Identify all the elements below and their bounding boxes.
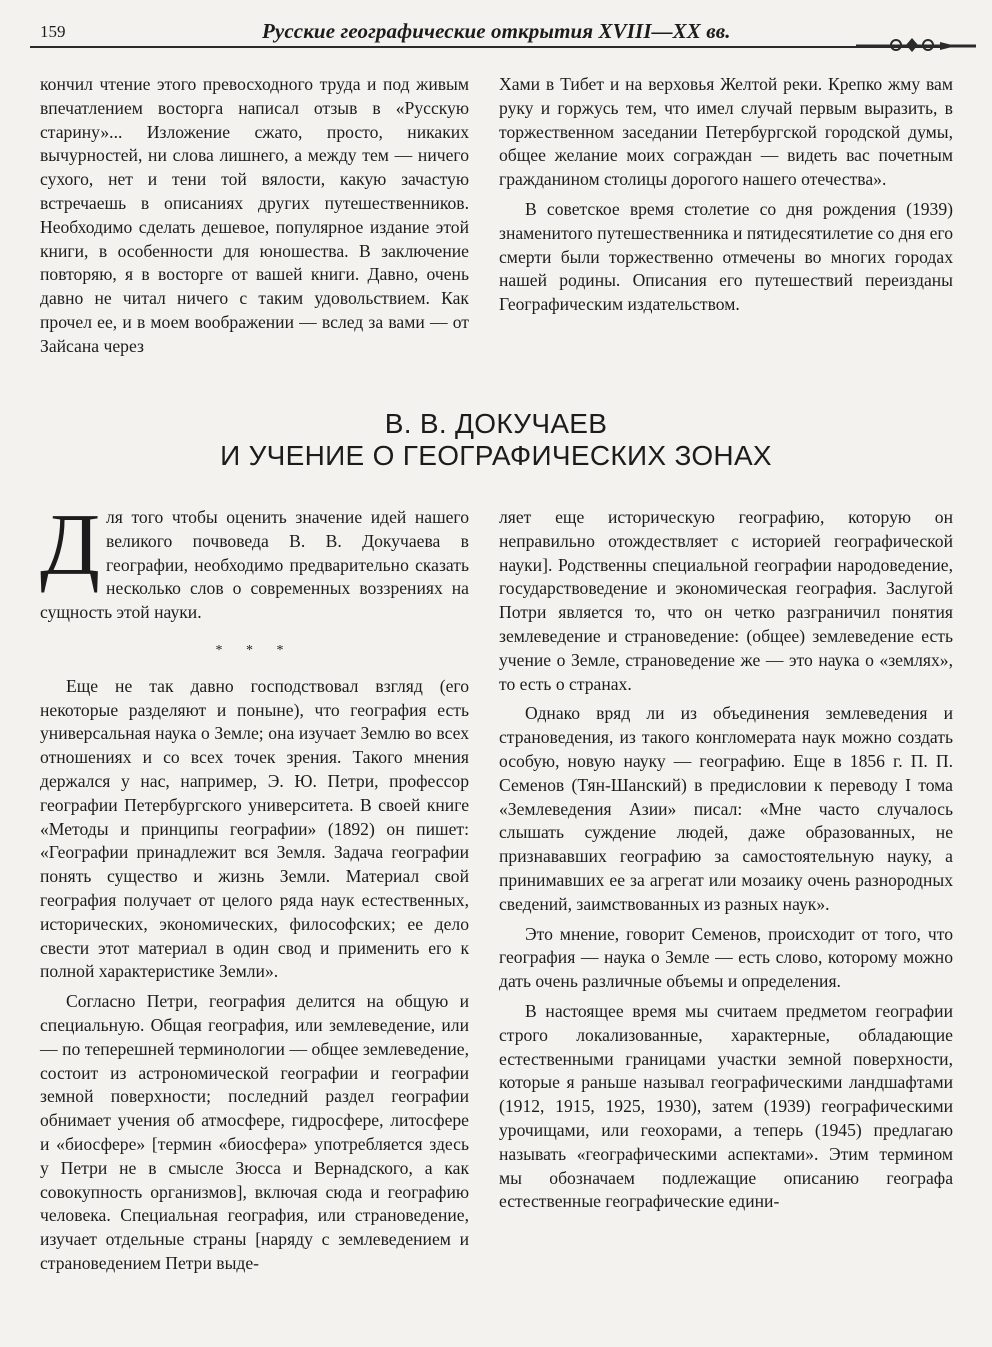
paragraph: В советское время столетие со дня рождения (1939) знаменитого путешественника и пятидесятилетие со дня его смерти были торжественно отмечены во многих городах нашей родины. Описания его путешествий переизданы Географическим издательством. [499, 198, 953, 315]
intro-text: ля того чтобы оценить значение идей нашего великого почвоведа В. В. Докучаева в географии, необходимо предварительно сказать несколько слов о современных воззрениях на сущность этой науки. [40, 507, 469, 623]
drop-cap: Д [40, 497, 101, 594]
ornament-icon [856, 34, 976, 56]
running-header [30, 18, 962, 50]
top-left-column [40, 73, 469, 359]
paragraph: Это мнение, говорит Семенов, происходит от того, что география — наука о Земле — есть слово, которому можно дать очень различные объемы и определения. [499, 923, 953, 992]
running-title: Русские географические открытия XVIII—XX вв. [262, 19, 731, 43]
section-title [40, 408, 952, 472]
paragraph: Еще не так давно господствовал взгляд (его некоторые разделяют и поныне), что география есть универсальная наука о Земле; она изучает Землю во всех отношениях и со всех точек зрения. Такого мнения держался у нас, например, Э. Ю. Петри, профессор географии Петербургского университета. В своей книге «Методы и принципы географии» (1892) он пишет: «Географии принадлежит вся Земля. Задача географии понять существо и жизнь Земли. Материал свой география получает от целого ряда наук естественных, исторических, экономических, философских; ее дело свести этот материал в один свод и применить его к полной характеристике Земли». [40, 675, 469, 982]
paragraph: кончил чтение этого превосходного труда и под живым впечатлением восторга написал отзыв в «Русскую старину»... Изложение сжато, просто, никаких вычурностей, ни слова лишнего, а между тем — ничего сухого, нет и тени той вялости, какую зачастую встречаешь в описаниях других путешественников. Необходимо сделать дешевое, популярное издание этой книги, в особенности для юношества. В заключение повторяю, я в восторге от вашей книги. Давно, очень давно не читал ничего с таким удовольствием. Как прочел ее, и в моем воображении — вслед за вами — от Зайсана через [40, 74, 469, 356]
section-title-line-1: В. В. ДОКУЧАЕВ [384, 408, 608, 439]
top-right-column [499, 73, 953, 317]
paragraph: Согласно Петри, география делится на общую и специальную. Общая география, или землеведение, или — по теперешней терминологии — общее землеведение, состоит из астрономической географии и географии земной поверхности; последний раздел географии обнимает учения об атмосфере, гидросфере, литосфере и «биосфере» [термин «биосфера» употребляется здесь у Петри не в смысле Зюсса и Вернадского, а как совокупность организмов], включая сюда и географию человека. Специальная география, или страноведение, изучает отдельные страны [наряду с землеведением и страноведением Петри выде- [40, 991, 469, 1273]
paragraph: Хами в Тибет и на верховья Желтой реки. Крепко жму вам руку и горжусь тем, что имел случай первым выразить, в торжественном заседании Петербургской городской думы, общее желание моих сограждан — видеть вас почетным гражданином столицы дорогого нашего отечества». [499, 74, 953, 190]
bottom-right-column [499, 506, 953, 1214]
asterism-divider: * * * [215, 642, 294, 658]
paragraph: В настоящее время мы считаем предметом географии строго локализованные, характерные, обладающие естественными границами участки земной поверхности, которые я раньше называл географическими ландшафтами (1912, 1915, 1925, 1930), затем (1939) географическими урочищами, или геохорами, а теперь (1945) предлагаю называть «географическими аспектами». Этим термином мы обозначаем подлежащие описанию географа естественные географические едини- [499, 1000, 953, 1212]
section-title-line-2: И УЧЕНИЕ О ГЕОГРАФИЧЕСКИХ ЗОНАХ [220, 440, 772, 471]
header-rule [30, 46, 948, 48]
page-number: 159 [40, 22, 66, 41]
intro-paragraph [40, 497, 469, 625]
paragraph: ляет еще историческую географию, которую он неправильно отождествляет с историей географической науки]. Родственны специальной географии народоведение, государствоведение и экономическая география. Заслугой Потри является то, что он четко разграничил понятия землеведение и страноведение: (общее) землеведение есть учение о Земле, страноведение же — это наука о «землях», то есть о странах. [499, 507, 953, 694]
bottom-left-column [40, 497, 469, 1276]
paragraph: Однако вряд ли из объединения землеведения и страноведения, из такого конгломерата наук можно создать особую, новую науку — географию. Еще в 1856 г. П. П. Семенов (Тян-Шанский) в предисловии к переводу I тома «Землеведения Азии» писал: «Мне часто случалось слышать суждение людей, даже образованных, не признававших географию за самостоятельную науку, а принимавших ее за агрегат или мозаику очень разнородных сведений, заимствованных из разных наук». [499, 703, 953, 914]
